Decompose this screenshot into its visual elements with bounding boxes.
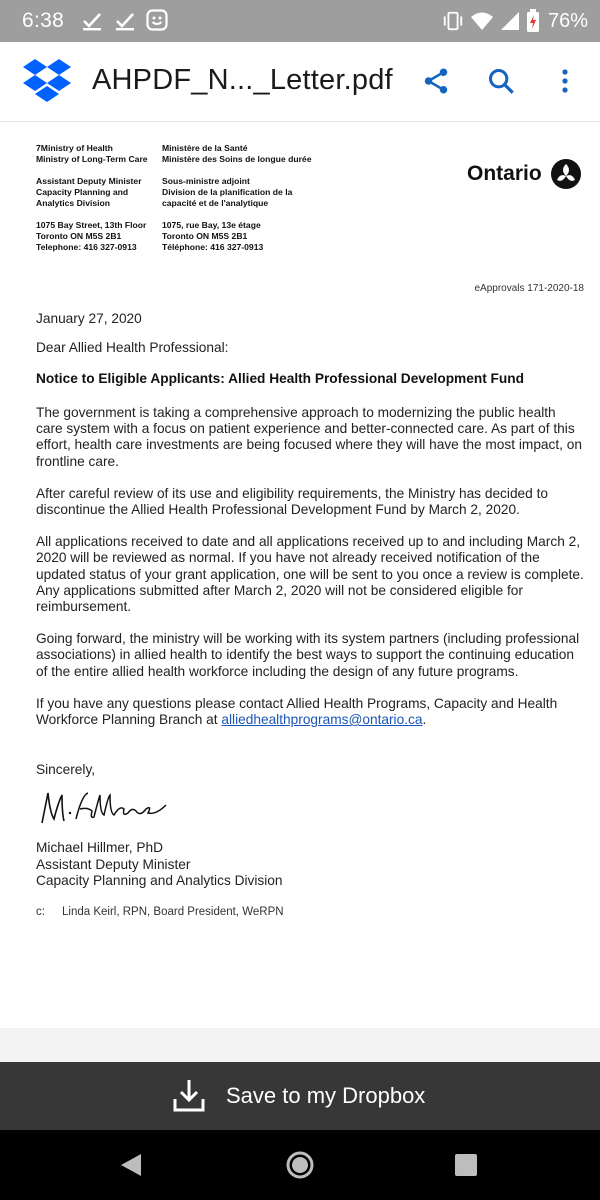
search-button[interactable] <box>484 63 518 99</box>
lh-role: Analytics Division <box>36 198 111 208</box>
cc-label: c: <box>36 906 45 918</box>
lh-ministry-ltc: Ministry of Long-Term Care <box>36 154 148 164</box>
paragraph: After careful review of its use and eligibility requirements, the Ministry has decided to discontinue the Allied Health Professional Development Fund by March 2, 2020. <box>36 485 548 518</box>
status-bar <box>0 0 600 42</box>
letter-subject: Notice to Eligible Applicants: Allied Health Professional Development Fund <box>36 371 524 386</box>
back-button[interactable] <box>117 1150 147 1180</box>
contact-text: If you have any questions please contact Allied Health Programs, Capacity and Health Workforce Planning Branch at <box>36 695 558 728</box>
download-done-icon <box>80 8 104 32</box>
file-title: AHPDF_N..._Letter.pdf <box>92 64 393 96</box>
ontario-wordmark: Ontario <box>467 162 542 185</box>
lh-role-fr: capacité et de l'analytique <box>162 198 269 208</box>
app-bar <box>0 42 600 122</box>
more-options-button[interactable] <box>548 63 582 99</box>
share-icon <box>421 66 451 96</box>
lh-role: Assistant Deputy Minister <box>36 176 142 186</box>
battery-percent: 76% <box>547 9 588 32</box>
cc-recipient: Linda Keirl, RPN, Board President, WeRPN <box>62 906 284 918</box>
lh-phone-fr: Téléphone: 416 327-0913 <box>162 242 264 252</box>
lh-address-fr: Toronto ON M5S 2B1 <box>162 231 248 241</box>
paragraph: All applications received to date and all applications received up to and including March 2, 2020 will be reviewed as normal. If you have not already received notification of the updated status of your grant application, one will be sent to you once a review is complete. Any applications submitted after March 2, 2020 will not be considered eligible for reimbursement. <box>36 534 584 615</box>
lh-address-fr: 1075, rue Bay, 13e étage <box>162 220 261 230</box>
paragraph: Going forward, the ministry will be working with its system partners (including professional associations) in allied health to identify the best ways to support the continuing education of the entire allied health workforce including the design of any future programs. <box>36 631 580 679</box>
signer-name: Michael Hillmer, PhD <box>36 840 164 855</box>
search-icon <box>487 67 515 95</box>
download-icon <box>172 1077 206 1113</box>
page-gap <box>0 1028 600 1062</box>
home-button[interactable] <box>285 1150 315 1180</box>
trillium-icon <box>550 158 582 190</box>
download-done-icon-2 <box>113 8 137 32</box>
lh-role-fr: Division de la planification de la <box>162 187 293 197</box>
paragraph: The government is taking a comprehensive approach to modernizing the public health care system with a focus on patient experience and better-connected care. As part of this effort, health care investments are being focused where they will have the most impact, on frontline care. <box>36 405 583 469</box>
lh-address: Toronto ON M5S 2B1 <box>36 231 122 241</box>
dropbox-logo[interactable] <box>22 58 72 104</box>
signer-title: Assistant Deputy Minister <box>36 856 191 872</box>
status-right <box>442 8 588 34</box>
lh-ministry-ltc-fr: Ministère des Soins de longue durée <box>162 154 312 164</box>
lh-role: Capacity Planning and <box>36 187 129 197</box>
eapprovals-number: eApprovals 171-2020-18 <box>474 283 584 294</box>
vibrate-icon <box>442 10 464 32</box>
signer-division: Capacity Planning and Analytics Division <box>36 873 283 888</box>
signature-block <box>36 840 283 890</box>
lh-ministry-health: 7Ministry of Health <box>36 143 113 153</box>
wifi-icon <box>470 10 494 32</box>
contact-end: . <box>422 712 427 728</box>
lh-phone: Telephone: 416 327-0913 <box>36 242 137 252</box>
contact-paragraph <box>36 696 586 728</box>
battery-charging-icon <box>526 9 540 33</box>
letterhead-french <box>162 143 311 253</box>
save-to-dropbox-button[interactable] <box>0 1062 600 1130</box>
status-time: 6:38 <box>22 9 65 32</box>
recents-button[interactable] <box>451 1150 481 1180</box>
lh-role-fr: Sous-ministre adjoint <box>162 176 250 186</box>
save-to-dropbox-label: Save to my Dropbox <box>226 1083 426 1108</box>
ontario-logo <box>467 158 582 190</box>
lh-address: 1075 Bay Street, 13th Floor <box>36 220 147 230</box>
letter-body <box>36 405 586 744</box>
lh-ministry-health-fr: Ministère de la Santé <box>162 143 248 153</box>
smiley-notification-icon <box>145 8 169 32</box>
signal-icon <box>500 10 520 32</box>
more-vert-icon <box>560 67 570 95</box>
android-nav-bar <box>0 1130 600 1200</box>
salutation: Dear Allied Health Professional: <box>36 340 229 355</box>
share-button[interactable] <box>419 63 453 99</box>
pdf-document <box>0 123 600 1028</box>
email-link[interactable]: alliedhealthprograms@ontario.ca <box>221 712 423 728</box>
letter-date: January 27, 2020 <box>36 311 142 326</box>
closing: Sincerely, <box>36 762 96 777</box>
cc-line <box>36 906 284 918</box>
letterhead-english <box>36 143 148 253</box>
signature-image <box>36 783 186 831</box>
